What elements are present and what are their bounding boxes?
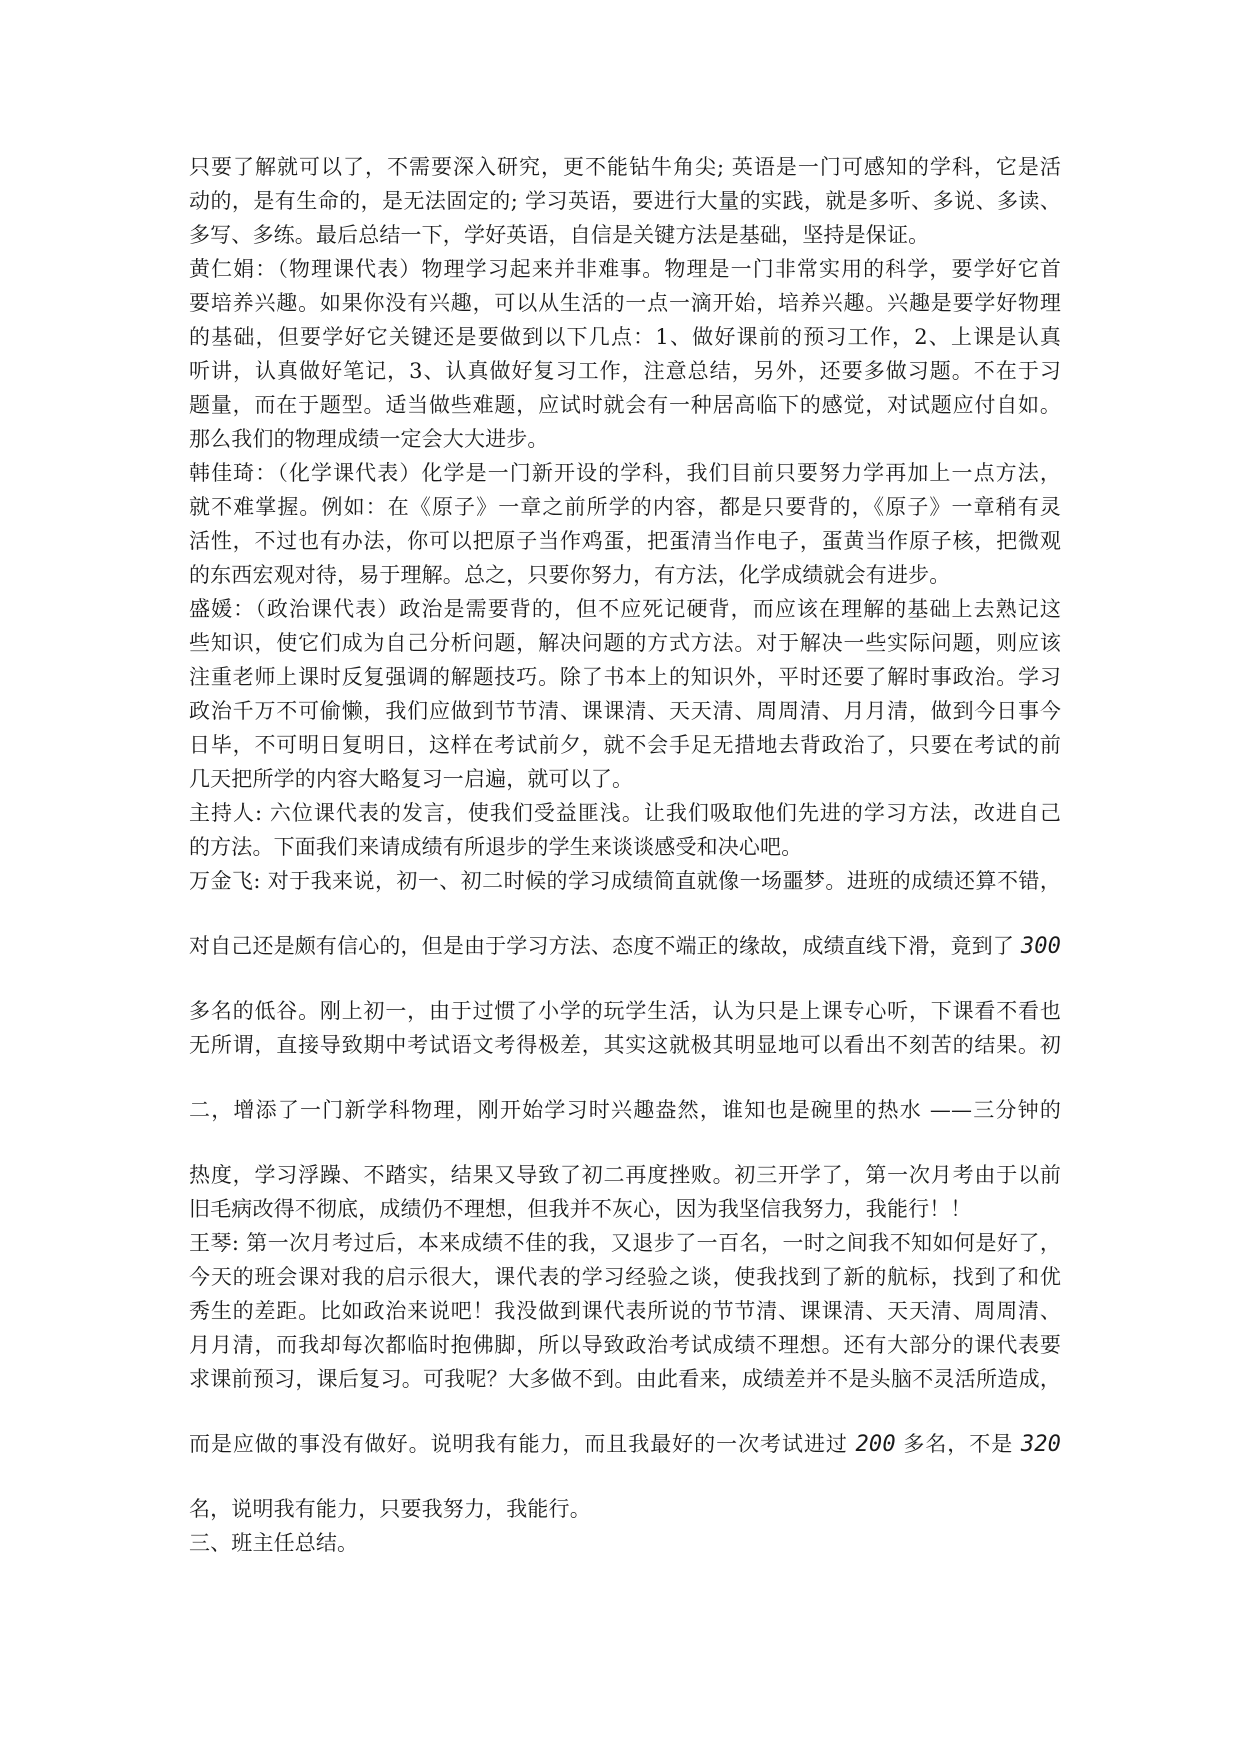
text-line: 主持人: 六位课代表的发言，使我们受益匪浅。让我们吸取他们先进的学习方法，改进自己 (189, 801, 1061, 825)
section-heading: 三、班主任总结。 (189, 1531, 359, 1555)
text-line: 旧毛病改得不彻底，成绩仍不理想，但我并不灰心，因为我坚信我努力，我能行！！ (189, 1197, 972, 1221)
number-320: 320 (1020, 1432, 1062, 1457)
text-segment: 多名，不是 (903, 1432, 1014, 1456)
text-line: 黄仁娟：（物理课代表）物理学习起来并非难事。物理是一门非常实用的科学，要学好它首 (189, 257, 1061, 281)
text-line: 王琴: 第一次月考过后，本来成绩不佳的我，又退步了一百名，一时之间我不知如何是好了， (189, 1231, 1061, 1255)
text-line: 的方法。下面我们来请成绩有所退步的学生来谈谈感受和决心吧。 (189, 835, 803, 859)
text-line: 就不难掌握。例如：在《原子》一章之前所学的内容，都是只要背的，《原子》一章稍有灵 (189, 495, 1061, 519)
text-line-with-number (189, 929, 1061, 994)
text-line: 热度，学习浮躁、不踏实，结果又导致了初二再度挫败。初三开学了，第一次月考由于以前 (189, 1163, 1061, 1187)
text-line: 动的，是有生命的，是无法固定的; 学习英语，要进行大量的实践，就是多听、多说、多读、 (189, 189, 1061, 213)
text-line: 求课前预习，课后复习。可我呢？大多做不到。由此看来，成绩差并不是头脑不灵活所造成， (189, 1367, 1061, 1391)
text-segment: 对自己还是颇有信心的，但是由于学习方法、态度不端正的缘故，成绩直线下滑，竟到了 (189, 934, 1014, 958)
text-line: 活性，不过也有办法，你可以把原子当作鸡蛋，把蛋清当作电子，蛋黄当作原子核，把微观 (189, 529, 1061, 553)
text-line: 只要了解就可以了，不需要深入研究，更不能钻牛角尖; 英语是一门可感知的学科，它是活 (189, 155, 1061, 179)
number-200: 200 (855, 1432, 896, 1457)
text-line-with-numbers (189, 1427, 1061, 1492)
text-line: 月月清，而我却每次都临时抱佛脚，所以导致政治考试成绩不理想。还有大部分的课代表要 (189, 1333, 1061, 1357)
text-line: 日毕，不可明日复明日，这样在考试前夕，就不会手足无措地去背政治了，只要在考试的前 (189, 733, 1061, 757)
text-line: 几天把所学的内容大略复习一启遍，就可以了。 (189, 767, 634, 791)
text-line: 政治千万不可偷懒，我们应做到节节清、课课清、天天清、周周清、月月清，做到今日事今 (189, 699, 1061, 723)
dash-segment: ——三分钟的 (929, 1098, 1062, 1122)
text-line: 盛媛：（政治课代表）政治是需要背的，但不应死记硬背，而应该在理解的基础上去熟记这 (189, 597, 1061, 621)
text-line: 的东西宏观对待，易于理解。总之，只要你努力，有方法，化学成绩就会有进步。 (189, 563, 951, 587)
text-line: 多写、多练。最后总结一下，学好英语，自信是关键方法是基础，坚持是保证。 (189, 223, 930, 247)
text-line: 万金飞: 对于我来说，初一、初二时候的学习成绩简直就像一场噩梦。进班的成绩还算不错， (189, 869, 1061, 893)
text-line-with-dash (189, 1093, 1061, 1158)
text-line: 注重老师上课时反复强调的解题技巧。除了书本上的知识外，平时还要了解时事政治。学习 (189, 665, 1061, 689)
text-segment: 二，增添了一门新学科物理，刚开始学习时兴趣盎然，谁知也是碗里的热水 (189, 1098, 922, 1122)
text-line: 多名的低谷。刚上初一，由于过惯了小学的玩学生活，认为只是上课专心听，下课看不看也 (189, 999, 1061, 1023)
text-line: 名，说明我有能力，只要我努力，我能行。 (189, 1497, 591, 1521)
text-line: 要培养兴趣。如果你没有兴趣，可以从生活的一点一滴开始，培养兴趣。兴趣是要学好物理 (189, 291, 1061, 315)
text-line: 秀生的差距。比如政治来说吧！我没做到课代表所说的节节清、课课清、天天清、周周清、 (189, 1299, 1061, 1323)
text-line: 听讲，认真做好笔记，3、认真做好复习工作，注意总结，另外，还要多做习题。不在于习 (189, 359, 1061, 383)
text-line: 那么我们的物理成绩一定会大大进步。 (189, 427, 549, 451)
text-line: 些知识，使它们成为自己分析问题，解决问题的方式方法。对于解决一些实际问题，则应该 (189, 631, 1061, 655)
number-300: 300 (1020, 934, 1061, 959)
text-line: 无所谓，直接导致期中考试语文考得极差，其实这就极其明显地可以看出不刻苦的结果。初 (189, 1033, 1061, 1057)
text-line: 今天的班会课对我的启示很大，课代表的学习经验之谈，使我找到了新的航标，找到了和优 (189, 1265, 1061, 1289)
text-line: 韩佳琦：（化学课代表）化学是一门新开设的学科，我们目前只要努力学再加上一点方法， (189, 461, 1061, 485)
text-segment: 而是应做的事没有做好。说明我有能力，而且我最好的一次考试进过 (189, 1432, 848, 1456)
text-line: 的基础，但要学好它关键还是要做到以下几点：1、做好课前的预习工作，2、上课是认真 (189, 325, 1061, 349)
text-line: 题量，而在于题型。适当做些难题，应试时就会有一种居高临下的感觉，对试题应付自如。 (189, 393, 1061, 417)
